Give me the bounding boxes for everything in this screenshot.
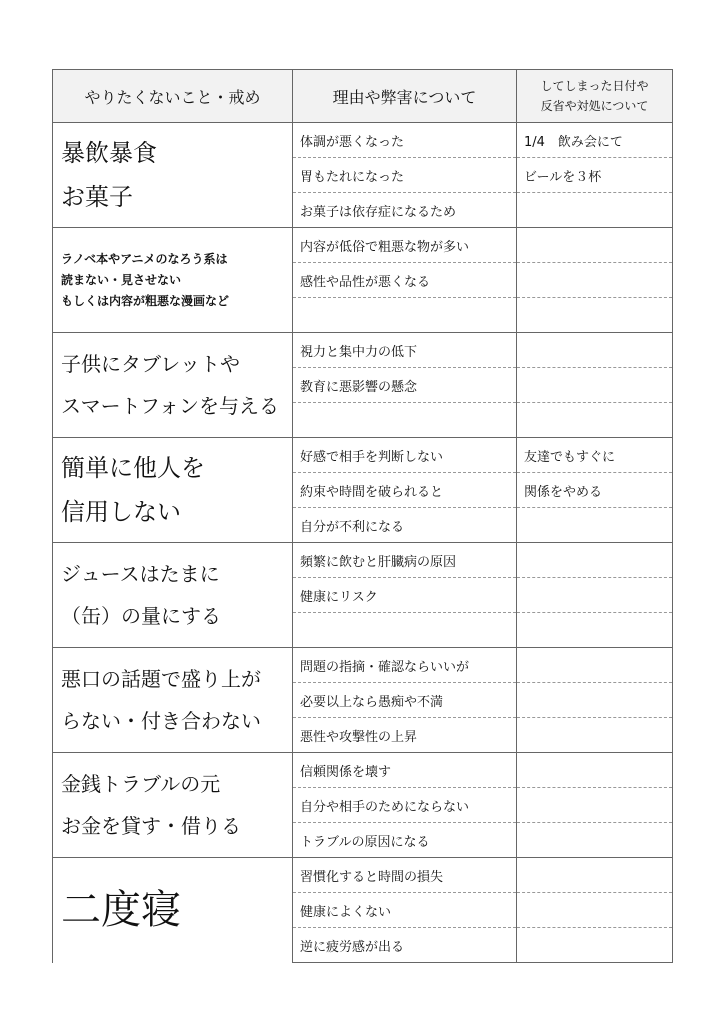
rule-text: 悪口の話題で盛り上が	[61, 667, 261, 691]
note-cell	[517, 858, 673, 893]
reason-cell: 好感で相手を判断しない	[293, 438, 517, 473]
reason-cell: 自分が不利になる	[293, 508, 517, 543]
header-reasons: 理由や弊害について	[293, 70, 517, 123]
header-notes-line1: してしまった日付や	[540, 79, 649, 93]
reason-cell: 健康にリスク	[293, 578, 517, 613]
reason-cell: 問題の指摘・確認ならいいが	[293, 648, 517, 683]
reason-cell: トラブルの原因になる	[293, 823, 517, 858]
note-cell	[517, 753, 673, 788]
rule-text: お菓子	[61, 183, 133, 211]
reason-cell: お菓子は依存症になるため	[293, 193, 517, 228]
rule-text: 読まない・見させない	[61, 272, 182, 287]
header-notes-line2: 反省や対処について	[540, 99, 649, 113]
table-row	[53, 333, 673, 368]
table-row	[53, 543, 673, 578]
reason-cell: 悪性や攻撃性の上昇	[293, 718, 517, 753]
reason-cell	[293, 613, 517, 648]
note-cell	[517, 403, 673, 438]
note-cell	[517, 893, 673, 928]
reason-cell: 頻繁に飲むと肝臓病の原因	[293, 543, 517, 578]
rule-text: ラノベ本やアニメのなろう系は	[61, 251, 228, 266]
note-cell	[517, 298, 673, 333]
reason-cell: 体調が悪くなった	[293, 123, 517, 158]
reason-cell: 健康によくない	[293, 893, 517, 928]
reason-cell: 視力と集中力の低下	[293, 333, 517, 368]
header-notes	[517, 70, 673, 123]
table-row	[53, 438, 673, 473]
note-cell: 友達でもすぐに	[517, 438, 673, 473]
table-row	[53, 648, 673, 683]
rule-text: 信用しない	[61, 498, 181, 526]
note-cell: ビールを３杯	[517, 158, 673, 193]
note-cell	[517, 823, 673, 858]
note-cell	[517, 263, 673, 298]
reason-cell: 約束や時間を破られると	[293, 473, 517, 508]
rule-cell	[53, 543, 293, 648]
reason-cell: 信頼関係を壊す	[293, 753, 517, 788]
rule-cell	[53, 228, 293, 333]
header-rules: やりたくないこと・戒め	[53, 70, 293, 123]
rule-text: 子供にタブレットや	[61, 352, 240, 376]
rule-cell	[53, 753, 293, 858]
rule-cell	[53, 333, 293, 438]
rule-text: 簡単に他人を	[61, 454, 205, 482]
reason-cell: 教育に悪影響の懸念	[293, 368, 517, 403]
reason-cell: 胃もたれになった	[293, 158, 517, 193]
rule-text: 二度寝	[61, 887, 181, 934]
rule-text: お金を貸す・借りる	[61, 814, 241, 838]
rule-cell	[53, 648, 293, 753]
note-cell	[517, 228, 673, 263]
table-header-row	[53, 70, 673, 123]
rules-table	[52, 69, 673, 963]
note-cell	[517, 578, 673, 613]
reason-cell: 必要以上なら愚痴や不満	[293, 683, 517, 718]
reason-cell: 感性や品性が悪くなる	[293, 263, 517, 298]
note-cell	[517, 508, 673, 543]
reason-cell: 自分や相手のためにならない	[293, 788, 517, 823]
reason-cell: 習慣化すると時間の損失	[293, 858, 517, 893]
rule-text: らない・付き合わない	[61, 709, 261, 733]
note-cell	[517, 333, 673, 368]
table-row	[53, 123, 673, 158]
rule-cell	[53, 438, 293, 543]
rule-text: 暴飲暴食	[61, 139, 157, 167]
reason-cell	[293, 298, 517, 333]
note-cell	[517, 543, 673, 578]
rule-text: スマートフォンを与える	[61, 394, 279, 418]
note-cell	[517, 928, 673, 963]
rule-cell	[53, 123, 293, 228]
table-row	[53, 753, 673, 788]
table-row	[53, 228, 673, 263]
note-cell: 関係をやめる	[517, 473, 673, 508]
note-cell	[517, 788, 673, 823]
note-cell	[517, 368, 673, 403]
rule-text: ジュースはたまに	[61, 562, 220, 586]
table-row	[53, 858, 673, 893]
rule-text: 金銭トラブルの元	[61, 772, 221, 796]
rule-text: （缶）の量にする	[61, 604, 221, 628]
note-cell	[517, 683, 673, 718]
note-cell	[517, 718, 673, 753]
note-cell	[517, 648, 673, 683]
note-cell	[517, 193, 673, 228]
rule-text: もしくは内容が粗悪な漫画など	[61, 293, 230, 308]
reason-cell: 内容が低俗で粗悪な物が多い	[293, 228, 517, 263]
note-cell	[517, 613, 673, 648]
rule-cell	[53, 858, 293, 963]
note-cell: 1/4 飲み会にて	[517, 123, 673, 158]
reason-cell: 逆に疲労感が出る	[293, 928, 517, 963]
reason-cell	[293, 403, 517, 438]
